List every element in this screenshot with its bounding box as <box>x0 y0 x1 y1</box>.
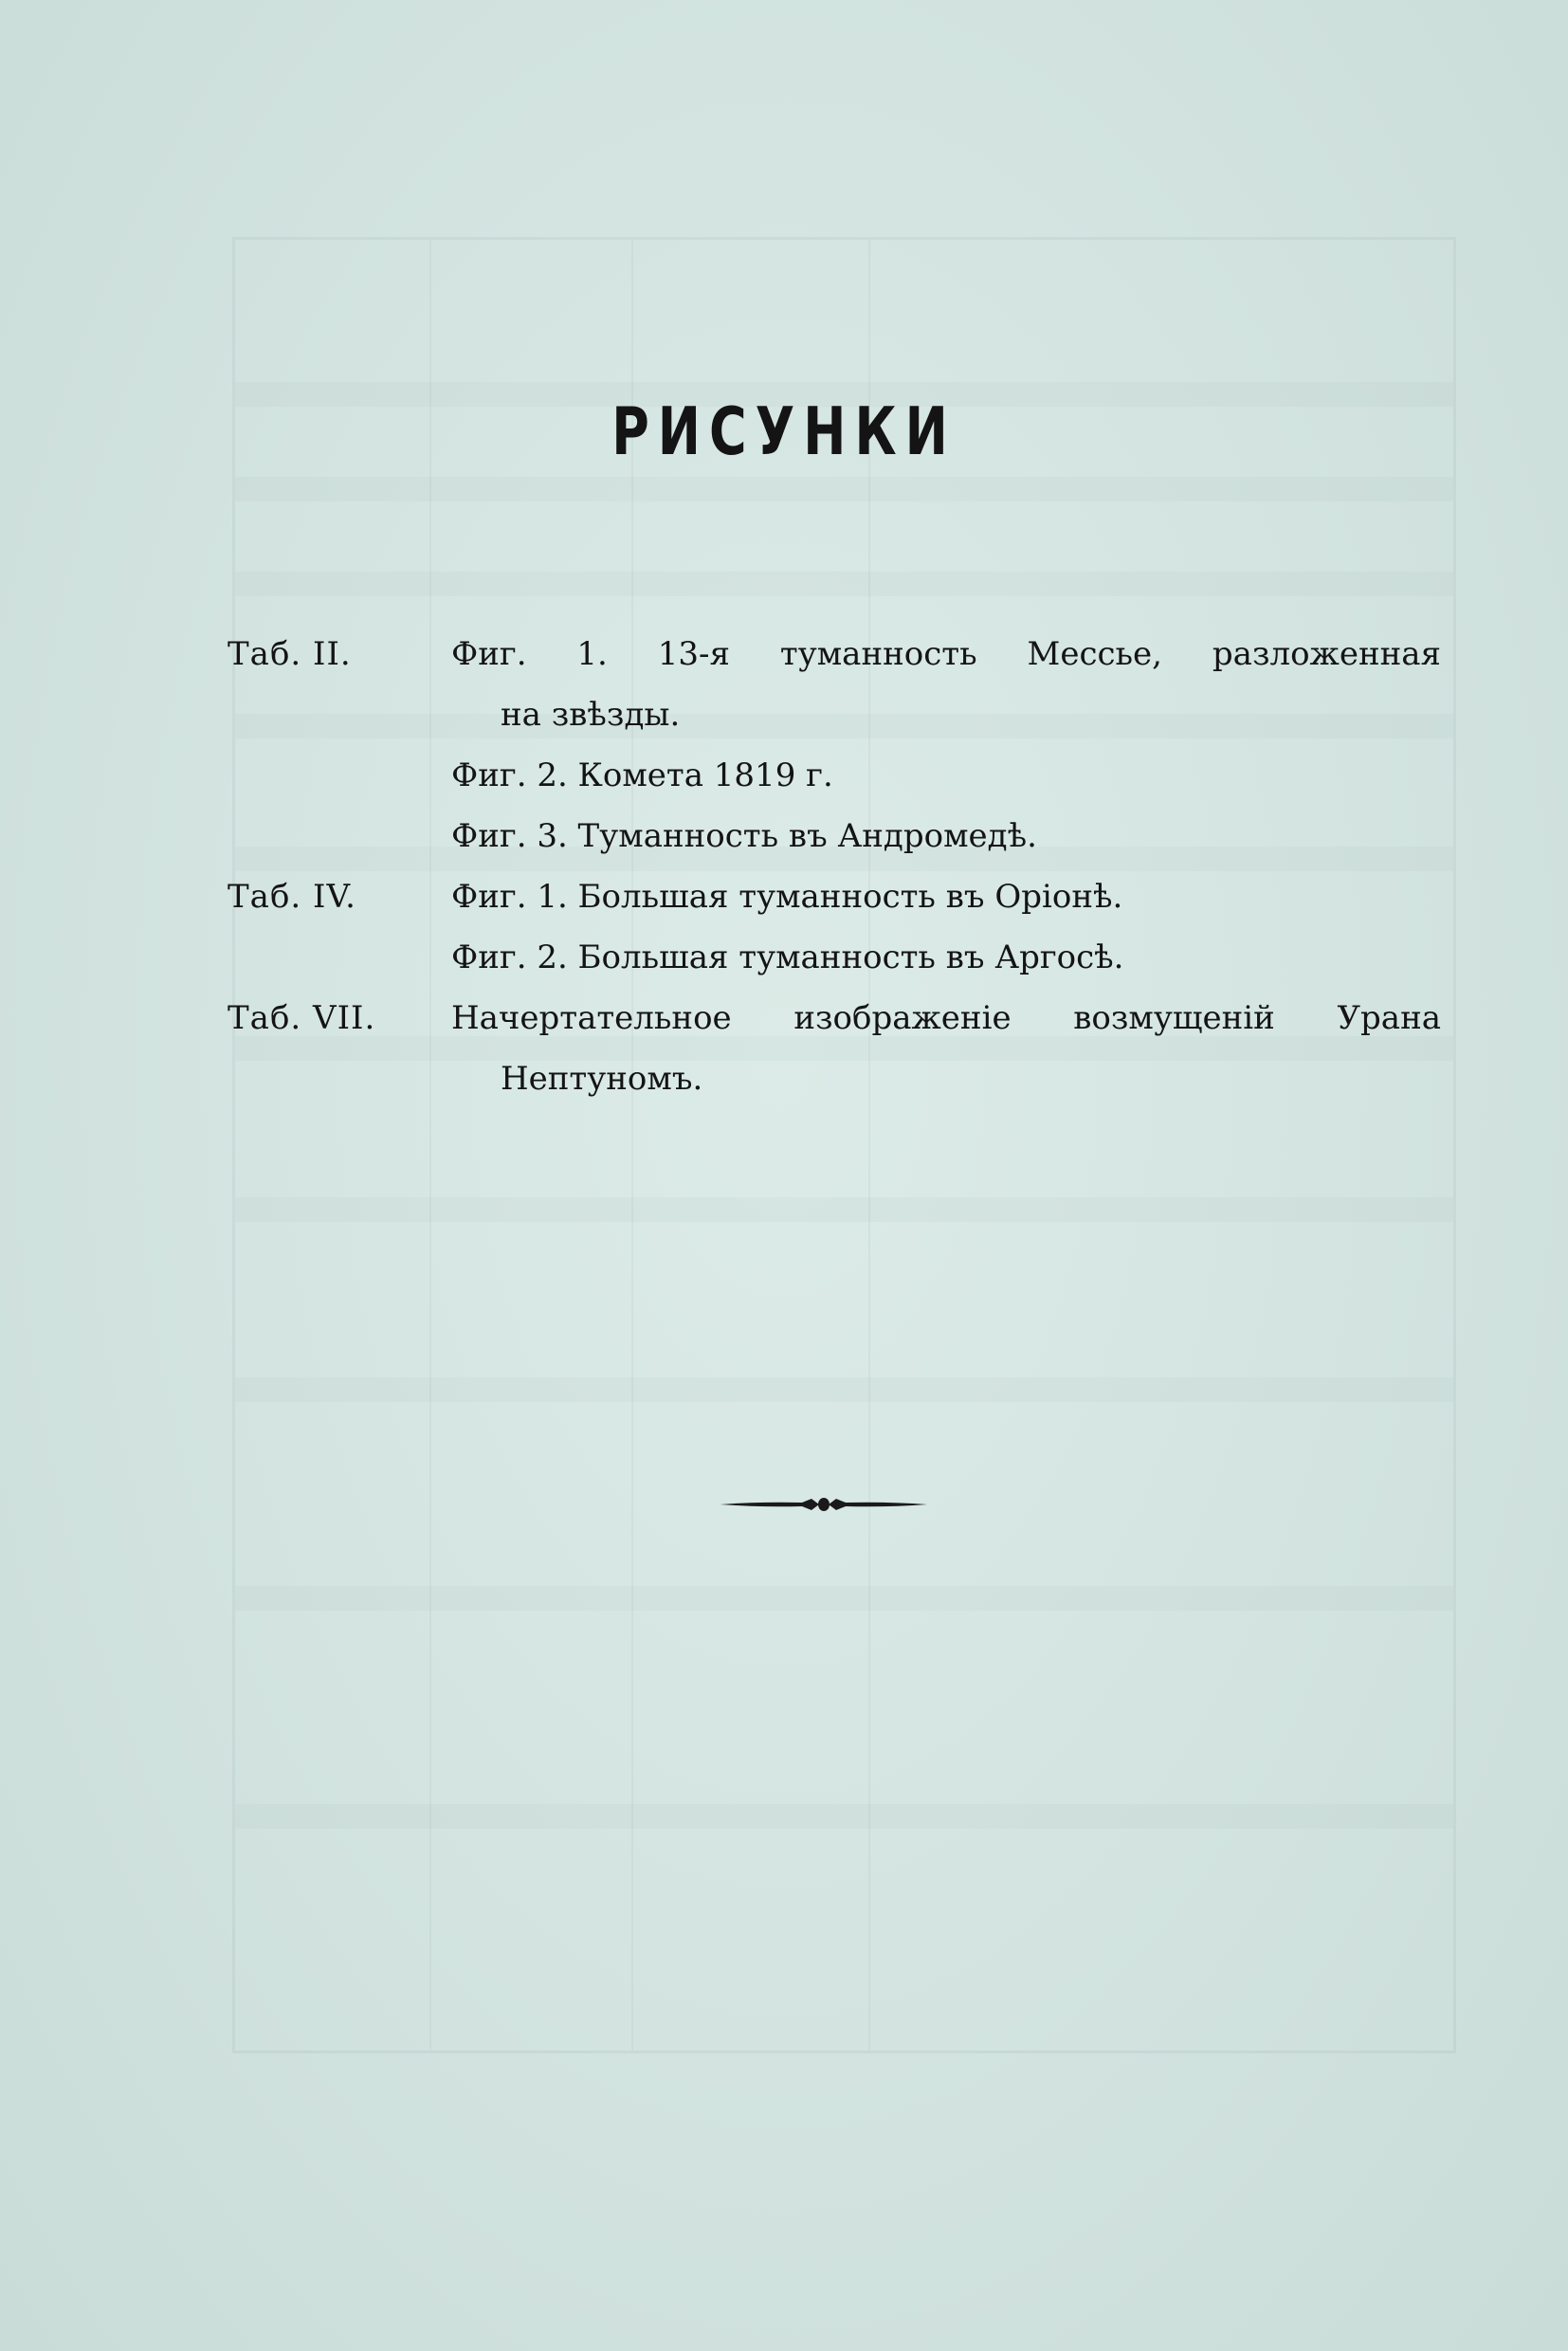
figure-caption: Начертательное изображеніе возмущеній Урана <box>451 999 1441 1037</box>
show-through-table <box>232 237 1456 2053</box>
list-item <box>228 684 1441 745</box>
ornament-divider <box>720 1493 927 1516</box>
plate-label: Таб. II. <box>228 635 352 673</box>
figure-caption: Фиг. 2. Большая туманность въ Аргосѣ. <box>451 939 1124 976</box>
figure-caption-continuation: Нептуномъ. <box>501 1060 703 1098</box>
figure-list <box>228 624 1441 1109</box>
figure-caption: Фиг. 1. 13-я туманность Мессье, разложенная <box>451 635 1441 673</box>
list-item <box>228 806 1441 866</box>
list-item <box>228 927 1441 988</box>
list-item <box>228 866 1441 927</box>
figure-caption-continuation: на звѣзды. <box>501 696 681 734</box>
figure-caption: Фиг. 2. Комета 1819 г. <box>451 756 833 794</box>
plate-label: Таб. IV. <box>228 878 356 916</box>
list-item <box>228 1048 1441 1109</box>
page-title: РИСУНКИ <box>611 393 957 470</box>
list-item <box>228 988 1441 1048</box>
list-item <box>228 624 1441 684</box>
plate-label: Таб. VII. <box>228 999 376 1037</box>
figure-caption: Фиг. 3. Туманность въ Андромедѣ. <box>451 817 1037 855</box>
list-item <box>228 745 1441 806</box>
figure-caption: Фиг. 1. Большая туманность въ Оріонѣ. <box>451 878 1123 916</box>
